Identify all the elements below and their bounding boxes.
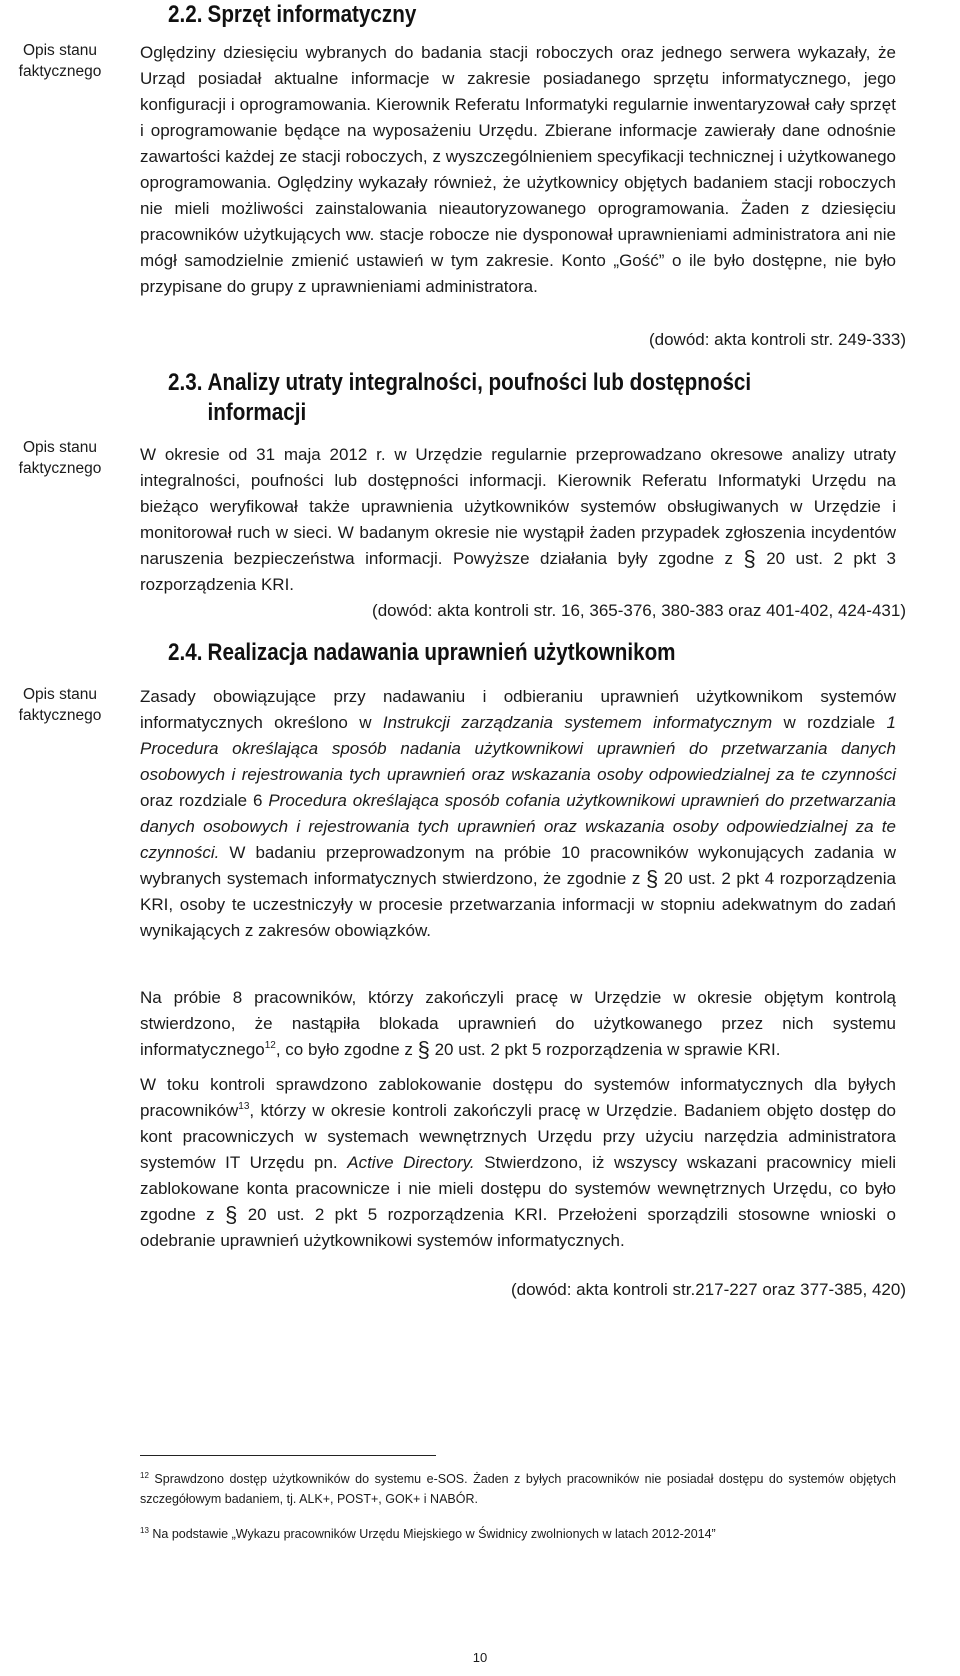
section-sign: §	[645, 866, 659, 891]
footnote-number: 12	[140, 1471, 149, 1480]
side-label-1	[0, 40, 120, 82]
evidence-note-2-3: (dowód: akta kontroli str. 16, 365-376, 380-383 oraz 401-402, 424-431)	[372, 601, 906, 620]
text-run: W badaniu przeprowadzonym na próbie 10 pracowników wykonujących zadania w wybranych systemach informatycznych stwierdzono, że zgodnie z	[140, 843, 896, 888]
paragraph-2-4-2	[140, 985, 896, 1063]
section-heading-2-2	[168, 0, 416, 30]
footnote-13	[140, 1524, 896, 1544]
text-run: , którzy w okresie kontroli zakończyli pracę w Urzędzie. Badaniem objęto dostęp do kont pracowniczych w systemach wewnętrznych Urzędu przy użyciu narzędzia administratora systemów IT Urzędu pn.	[140, 1101, 896, 1172]
section-sign: §	[417, 1037, 430, 1062]
section-number: 2.3.	[168, 369, 203, 396]
paragraph-2-3	[140, 442, 896, 598]
side-label-3-line2: faktycznego	[18, 707, 102, 724]
italic-run: Instrukcji zarządzania systemem informatycznym	[382, 713, 773, 732]
footnote-ref-12[interactable]: 12	[264, 1040, 276, 1051]
paragraph-2-2: Oględziny dziesięciu wybranych do badania stacji roboczych oraz jednego serwera wykazały, że Urząd posiadał aktualne informacje w zakresie posiadanego sprzętu informatycznego, jego konfiguracji i oprogramowania. Kierownik Referatu Informatyki regularnie inwentaryzował cały sprzęt i oprogramowanie będące na wyposażeniu Urzędu. Zbierane informacje zawierały dane odnośnie zawartości każdej ze stacji roboczych, z wyszczególnieniem specyfikacji technicznej i użytkowanego oprogramowania. Oględziny wykazały również, że użytkownicy objętych badaniem stacji roboczych nie mieli możliwości zainstalowania nieautoryzowanego oprogramowania. Żaden z dziesięciu pracowników użytkujących ww. stacje robocze nie dysponował uprawnieniami administratora ani nie mógł samodzielnie zmienić ustawień w tym zakresie. Konto „Gość” o ile było dostępne, nie było przypisane do grupy z uprawnieniami administratora.	[140, 43, 896, 296]
section-number: 2.2.	[168, 1, 203, 28]
text-run: 20 ust. 2 pkt 5 rozporządzenia w sprawie KRI.	[429, 1040, 781, 1059]
footnote-text: Sprawdzono dostęp użytkowników do systemu e-SOS. Żaden z byłych pracowników nie posiadał dostępu do systemów objętych szczegółowym badaniem, tj. ALK+, POST+, GOK+ i NABÓR.	[140, 1472, 896, 1506]
section-sign: §	[225, 1202, 238, 1227]
text-run: 20 ust. 2 pkt 3 rozporządzenia KRI.	[140, 549, 897, 594]
paragraph-2-4-1	[140, 684, 896, 944]
side-label-1-line1: Opis stanu	[22, 42, 98, 59]
footnote-ref-13[interactable]: 13	[238, 1101, 250, 1112]
evidence-note-2-2: (dowód: akta kontroli str. 249-333)	[648, 330, 906, 349]
section-title-line1: Analizy utraty integralności, poufności lub dostępności	[207, 369, 752, 396]
footnote-separator	[140, 1455, 436, 1456]
text-run: W toku kontroli sprawdzono zablokowanie dostępu do systemów informatycznych dla byłych pracowników	[140, 1075, 896, 1120]
side-label-2-line2: faktycznego	[18, 460, 102, 477]
text-run: w rozdziale	[772, 713, 887, 732]
text-run: Na próbie 8 pracowników, którzy zakończyli pracę w Urzędzie w okresie objętym kontrolą stwierdzono, że nastąpiła blokada uprawnień do użytkowanego przez nich systemu informatycznego	[140, 988, 896, 1059]
section-title: Sprzęt informatyczny	[207, 1, 417, 28]
text-run: oraz rozdziale 6	[140, 791, 269, 810]
footnote-12	[140, 1469, 896, 1509]
section-title-line2: informacji	[207, 399, 307, 426]
paragraph-2-4-3	[140, 1072, 896, 1254]
footnote-text: Na podstawie „Wykazu pracowników Urzędu Miejskiego w Świdnicy zwolnionych w latach 2012-2014”	[148, 1527, 716, 1541]
section-heading-2-4	[168, 638, 676, 668]
text-run: 20 ust. 2 pkt 4 rozporządzenia KRI, osoby te uczestniczyły w procesie przetwarzania informacji w stopniu adekwatnym do zadań wynikających z zakresów obowiązków.	[140, 869, 896, 940]
section-number: 2.4.	[168, 639, 203, 666]
side-label-1-line2: faktycznego	[18, 63, 102, 80]
section-sign: §	[743, 546, 756, 571]
side-label-3-line1: Opis stanu	[22, 686, 98, 703]
text-run: Stwierdzono, iż wszyscy wskazani pracownicy mieli zablokowane konta pracownicze i nie mieli dostępu do systemów wewnętrznych Urzędu, co było zgodne z	[140, 1153, 896, 1224]
text-run: , co było zgodne z	[275, 1040, 418, 1059]
side-label-2-line1: Opis stanu	[22, 439, 98, 456]
page-number: 10	[472, 1650, 488, 1665]
italic-run: Procedura określająca sposób cofania użytkownikowi uprawnień do przetwarzania danych osobowych i rejestrowania tych uprawnień oraz wskazania osoby odpowiedzialnej za te czynności.	[140, 791, 896, 862]
italic-run: 1 Procedura określająca sposób nadania użytkownikowi uprawnień do przetwarzania danych osobowych i rejestrowania tych uprawnień oraz wskazania osoby odpowiedzialnej za te czynności	[140, 713, 896, 784]
section-heading-2-3	[168, 368, 751, 428]
text-run: Zasady obowiązujące przy nadawaniu i odbieraniu uprawnień użytkownikom systemów informatycznych określono w	[140, 687, 896, 732]
text-run: 20 ust. 2 pkt 5 rozporządzenia KRI. Przełożeni sporządzili stosowne wnioski o odebranie uprawnień użytkownikowi systemów informatycznych.	[140, 1205, 896, 1250]
side-label-2	[0, 437, 120, 479]
side-label-3	[0, 684, 120, 726]
evidence-note-2-4: (dowód: akta kontroli str.217-227 oraz 377-385, 420)	[510, 1280, 906, 1299]
section-title: Realizacja nadawania uprawnień użytkownikom	[207, 639, 676, 666]
italic-run: Active Directory.	[347, 1153, 475, 1172]
text-run: W okresie od 31 maja 2012 r. w Urzędzie regularnie przeprowadzano okresowe analizy utraty integralności, poufności lub dostępności informacji. Kierownik Referatu Informatyki Urzędu na bieżąco weryfikował także uprawnienia użytkowników systemów obsługiwanych w Urzędzie i monitorował ruch w sieci. W badanym okresie nie wystąpił żaden przypadek zgłoszenia incydentów naruszenia bezpieczeństwa informacji. Powyższe działania były zgodne z	[140, 445, 896, 568]
footnote-number: 13	[140, 1526, 149, 1535]
